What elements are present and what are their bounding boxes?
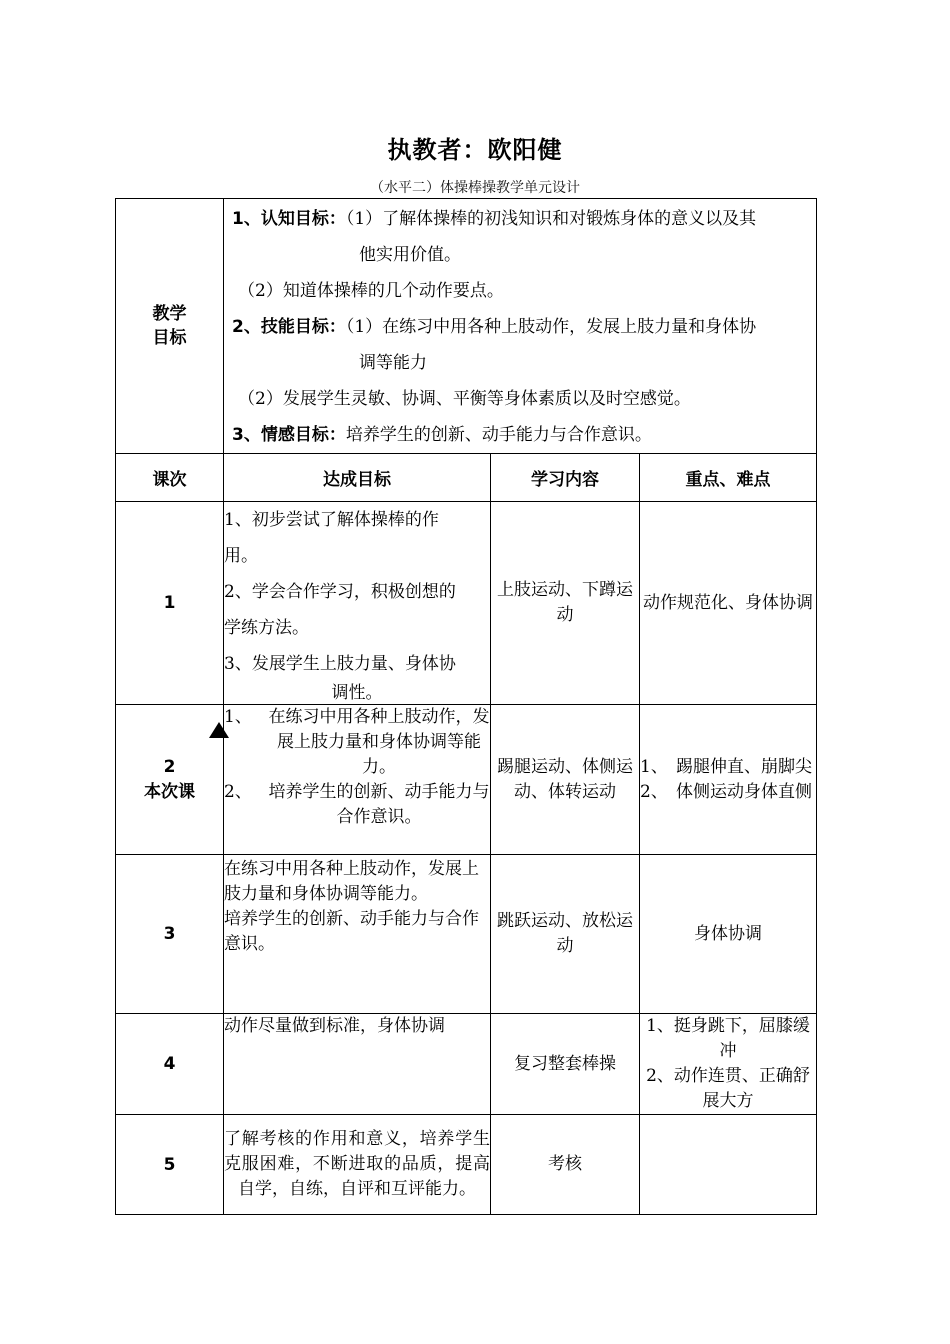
goals-row	[116, 199, 817, 454]
key-item-number: 1、	[640, 756, 668, 777]
table-row	[116, 855, 817, 1014]
goal-item-number: 2、	[224, 782, 252, 802]
goal-line: 在练习中用各种上肢动作，发展上肢力量和身体协调等能力。	[224, 859, 479, 904]
header-lesson: 课次	[116, 454, 224, 502]
lesson-number: 3	[116, 855, 224, 1014]
emotion-title: 3、情感目标：	[232, 425, 346, 445]
triangle-marker-icon	[209, 722, 229, 738]
key-item-text: 踢腿伸直、崩脚尖	[676, 756, 812, 777]
goal-line: 调性。	[331, 683, 383, 703]
skill-1b: 调等能力	[359, 353, 427, 373]
skill-title: 2、技能目标：	[232, 317, 346, 337]
goal-cell: 了解考核的作用和意义，培养学生克服困难，不断进取的品质，提高自学，自练，自评和互评能力。	[224, 1115, 491, 1215]
content-cell: 跳跃运动、放松运动	[491, 855, 640, 1014]
cognitive-line-1	[232, 201, 808, 237]
cognitive-1a: （1）了解体操棒的初浅知识和对锻炼身体的意义以及其	[345, 209, 757, 229]
goals-label-cell	[116, 199, 224, 454]
goal-line: 1、初步尝试了解体操棒的作	[224, 510, 439, 530]
goal-item	[224, 705, 490, 780]
goal-line: 2、学会合作学习，积极创想的	[224, 582, 456, 602]
key-cell: 动作规范化、身体协调	[640, 502, 817, 705]
key-item-number: 2、	[640, 781, 668, 802]
goal-item-number: 1、	[224, 707, 252, 727]
current-lesson-label: 本次课	[144, 781, 195, 802]
content-cell: 考核	[491, 1115, 640, 1215]
lesson-number: 5	[116, 1115, 224, 1215]
header-row	[116, 454, 817, 502]
goal-line: 培养学生的创新、动手能力与合作意识。	[224, 909, 479, 954]
key-item	[640, 780, 816, 805]
lesson-number: 1	[116, 502, 224, 705]
emotion-line	[232, 417, 808, 453]
cognitive-title: 1、认知目标：	[232, 209, 346, 229]
header-key-points: 重点、难点	[640, 454, 817, 502]
goal-cell	[224, 705, 491, 855]
key-cell: 身体协调	[640, 855, 817, 1014]
lesson-number: 4	[116, 1014, 224, 1115]
content-cell: 踢腿运动、体侧运动、体转运动	[491, 705, 640, 855]
unit-design-table	[115, 198, 817, 1215]
cognitive-1b: 他实用价值。	[359, 245, 461, 265]
goal-item-text: 在练习中用各种上肢动作，发展上肢力量和身体协调等能力。	[268, 707, 490, 777]
header-goal: 达成目标	[224, 454, 491, 502]
document-subtitle: （水平二）体操棒操教学单元设计	[370, 180, 580, 196]
header-content: 学习内容	[491, 454, 640, 502]
cognitive-2: （2）知道体操棒的几个动作要点。	[238, 281, 504, 301]
key-cell	[640, 1014, 817, 1115]
content-cell: 复习整套棒操	[491, 1014, 640, 1115]
goal-cell	[224, 855, 491, 1014]
goal-cell	[224, 502, 491, 705]
table-row	[116, 1115, 817, 1215]
lesson-number-cell	[116, 705, 224, 855]
key-item-text: 体侧运动身体直侧	[676, 781, 812, 802]
key-line: 2、动作连贯、正确舒展大方	[646, 1066, 810, 1111]
goal-line: 3、发展学生上肢力量、身体协	[224, 654, 456, 674]
goals-content-cell	[224, 199, 817, 454]
table-row	[116, 502, 817, 705]
key-cell	[640, 705, 817, 855]
skill-1a: （1）在练习中用各种上肢动作，发展上肢力量和身体协	[345, 317, 757, 337]
table-row	[116, 1014, 817, 1115]
skill-2: （2）发展学生灵敏、协调、平衡等身体素质以及时空感觉。	[238, 389, 691, 409]
key-item	[640, 755, 816, 780]
goal-item	[224, 780, 490, 830]
goal-item-text: 培养学生的创新、动手能力与合作意识。	[268, 782, 490, 827]
key-line: 1、挺身跳下，屈膝缓冲	[646, 1016, 810, 1061]
goal-line: 学练方法。	[224, 618, 309, 638]
emotion-text: 培养学生的创新、动手能力与合作意识。	[345, 425, 652, 445]
lesson-number: 2	[163, 756, 176, 777]
author-title: 执教者：欧阳健	[387, 136, 563, 164]
goal-line: 用。	[224, 546, 258, 566]
goals-label-line2: 目标	[152, 328, 187, 348]
goal-cell: 动作尽量做到标准，身体协调	[224, 1014, 491, 1115]
goals-label-line1: 教学	[152, 304, 187, 324]
skill-line-1	[232, 309, 808, 345]
content-cell: 上肢运动、下蹲运动	[491, 502, 640, 705]
key-cell	[640, 1115, 817, 1215]
